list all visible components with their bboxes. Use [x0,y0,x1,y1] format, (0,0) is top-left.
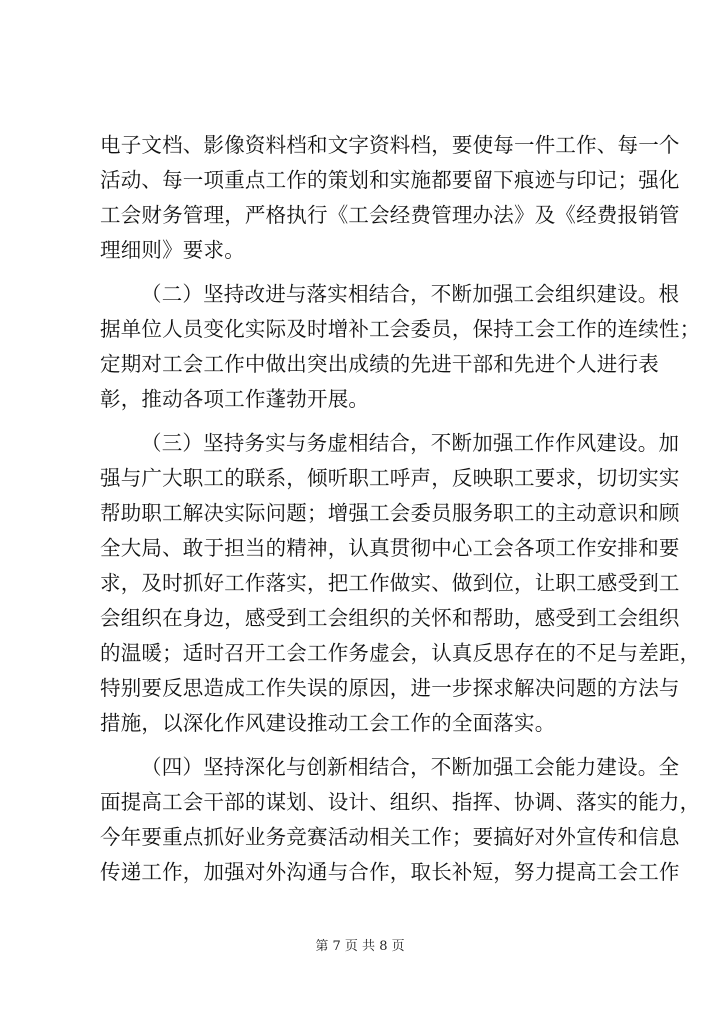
text-line: 理细则》要求。 [100,238,245,262]
page-number-label: 第 7 页 共 8 页 [315,939,405,954]
text-line: 特别要反思造成工作失误的原因，进一步探求解决问题的方法与 [100,676,680,700]
page-footer [0,938,720,956]
text-line: 活动、每一项重点工作的策划和实施都要留下痕迹与印记；强化 [100,168,680,192]
text-line: 帮助职工解决实际问题；增强工会委员服务职工的主动意识和顾 [100,501,680,525]
text-line: 求，及时抓好工作落实，把工作做实、做到位，让职工感受到工 [100,571,680,595]
paragraph-section-2 [100,277,701,417]
text-line: 工会财务管理，严格执行《工会经费管理办法》及《经费报销管 [100,203,680,227]
text-line: 彰，推动各项工作蓬勃开展。 [100,387,370,411]
text-line: （四）坚持深化与创新相结合，不断加强工会能力建设。全 [141,755,680,779]
text-line: 强与广大职工的联系，倾听职工呼声，反映职工要求，切切实实 [100,466,680,490]
text-line: 定期对工会工作中做出突出成绩的先进干部和先进个人进行表 [100,352,659,376]
text-line: 措施，以深化作风建设推动工会工作的全面落实。 [100,711,556,735]
text-line: （二）坚持改进与落实相结合，不断加强工会组织建设。根 [141,282,680,306]
text-line: 电子文档、影像资料档和文字资料档，要使每一件工作、每一个 [100,133,680,157]
text-line: 面提高工会干部的谋划、设计、组织、指挥、协调、落实的能力， [100,790,701,814]
text-line: （三）坚持务实与务虚相结合，不断加强工作作风建设。加 [141,431,680,455]
text-line: 的温暖；适时召开工会工作务虚会，认真反思存在的不足与差距， [100,641,701,665]
text-line: 今年要重点抓好业务竞赛活动相关工作；要搞好对外宣传和信息 [100,825,680,849]
text-line: 传递工作，加强对外沟通与合作，取长补短，努力提高工会工作 [100,860,680,884]
paragraph-continuation [100,128,680,268]
text-line: 会组织在身边，感受到工会组织的关怀和帮助，感受到工会组织 [100,606,680,630]
paragraph-section-4 [100,750,701,890]
document-body [100,128,701,899]
paragraph-section-3 [100,426,701,741]
text-line: 全大局、敢于担当的精神，认真贯彻中心工会各项工作安排和要 [100,536,680,560]
text-line: 据单位人员变化实际及时增补工会委员，保持工会工作的连续性； [100,317,701,341]
